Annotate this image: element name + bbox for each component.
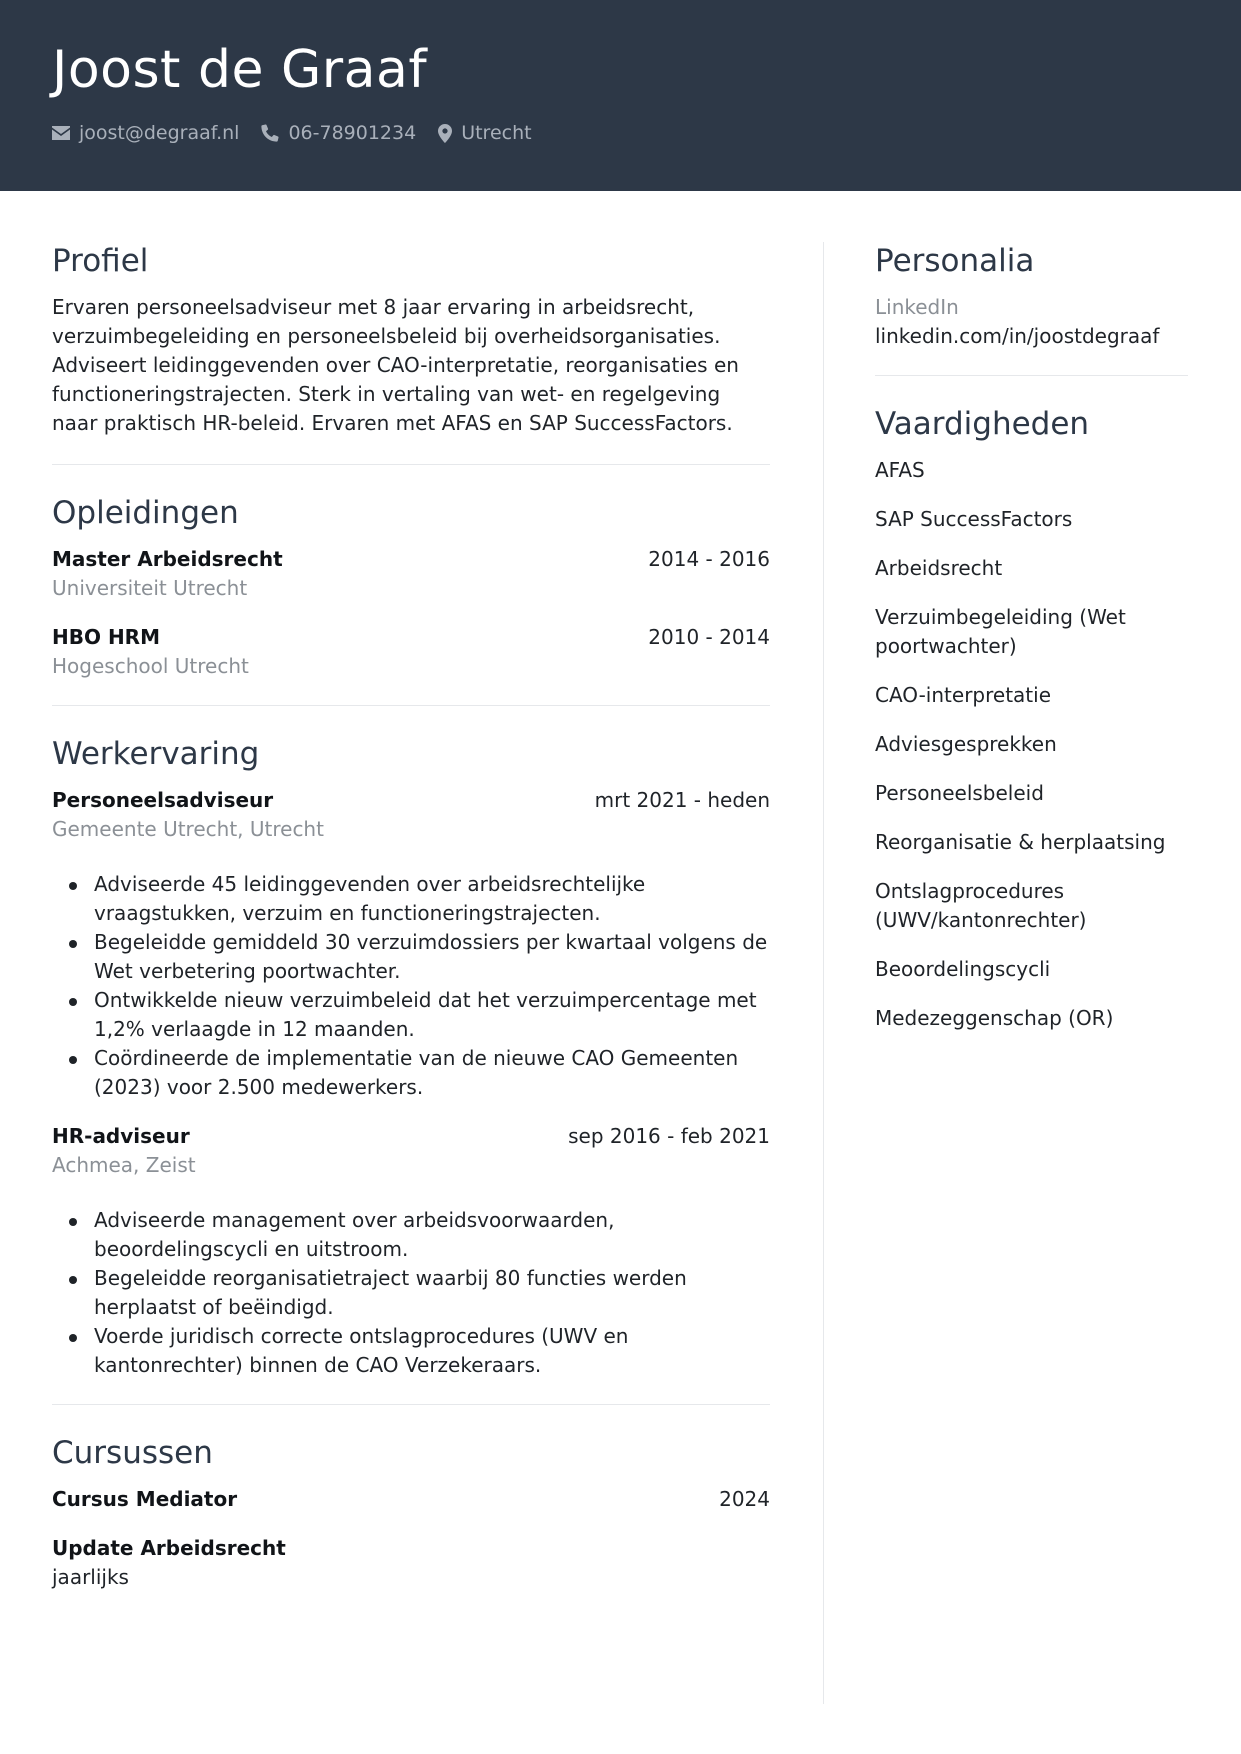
skill-item: Beoordelingscycli (875, 957, 1051, 981)
education-degree: Master Arbeidsrecht (52, 547, 283, 571)
header-band (0, 0, 1241, 191)
job-entry (52, 786, 770, 1102)
linkedin-link[interactable]: linkedin.com/in/joostdegraaf (875, 324, 1160, 348)
contact-row (52, 122, 554, 144)
job-employer: Achmea, Zeist (52, 1153, 196, 1177)
course-name: Update Arbeidsrecht (52, 1536, 286, 1560)
job-entry (52, 1122, 770, 1380)
skills-heading: Vaardigheden (875, 406, 1090, 442)
job-period: mrt 2021 - heden (594, 788, 770, 812)
course-note: jaarlijks (52, 1565, 129, 1589)
location-text: Utrecht (461, 122, 532, 144)
personal-section (875, 237, 1188, 351)
education-school: Universiteit Utrecht (52, 576, 248, 600)
candidate-name: Joost de Graaf (52, 40, 428, 100)
skill-item: SAP SuccessFactors (875, 507, 1073, 531)
linkedin-label: LinkedIn (875, 295, 959, 319)
skill-item: Medezeggenschap (OR) (875, 1006, 1114, 1030)
education-entry (52, 545, 770, 603)
job-bullet: Ontwikkelde nieuw verzuimbeleid dat het verzuimpercentage met 1,2% verlaagde in 12 maanden. (52, 986, 770, 1044)
profile-section (52, 237, 770, 438)
job-employer: Gemeente Utrecht, Utrecht (52, 817, 324, 841)
job-bullet: Begeleidde gemiddeld 30 verzuimdossiers per kwartaal volgens de Wet verbetering poortwachter. (52, 928, 770, 986)
contact-phone[interactable] (261, 122, 416, 144)
skill-item: CAO-interpretatie (875, 683, 1051, 707)
job-role: Personeelsadviseur (52, 788, 274, 812)
job-role: HR-adviseur (52, 1124, 190, 1148)
column-divider (823, 242, 824, 1704)
job-bullets (52, 870, 770, 1102)
skill-item: Personeelsbeleid (875, 781, 1044, 805)
job-bullet: Coördineerde de implementatie van de nieuwe CAO Gemeenten (2023) voor 2.500 medewerkers. (52, 1044, 770, 1102)
section-divider (52, 705, 770, 706)
skill-item: Reorganisatie & herplaatsing (875, 830, 1166, 854)
map-pin-icon (438, 124, 452, 143)
contact-email[interactable] (52, 122, 239, 144)
profile-heading: Profiel (52, 243, 149, 279)
email-text: joost@degraaf.nl (79, 122, 240, 144)
education-degree: HBO HRM (52, 625, 160, 649)
courses-heading: Cursussen (52, 1435, 213, 1471)
courses-section (52, 1429, 770, 1592)
skill-item: Ontslagprocedures (UWV/kantonrechter) (875, 879, 1087, 932)
skill-item: Adviesgesprekken (875, 732, 1057, 756)
skills-section (875, 400, 1188, 1033)
phone-text: 06-78901234 (288, 122, 417, 144)
education-period: 2014 - 2016 (648, 547, 770, 571)
section-divider (52, 1404, 770, 1405)
job-bullet: Voerde juridisch correcte ontslagprocedures (UWV en kantonrechter) binnen de CAO Verzekeraars. (52, 1322, 770, 1380)
course-entry (52, 1534, 770, 1592)
phone-icon (261, 124, 279, 142)
experience-section (52, 730, 770, 1380)
course-name: Cursus Mediator (52, 1487, 238, 1511)
job-bullet: Adviseerde management over arbeidsvoorwaarden, beoordelingscycli en uitstroom. (52, 1206, 770, 1264)
job-bullets (52, 1206, 770, 1380)
job-bullet: Adviseerde 45 leidinggevenden over arbeidsrechtelijke vraagstukken, verzuim en functioneringstrajecten. (52, 870, 770, 928)
envelope-icon (52, 126, 70, 140)
profile-text: Ervaren personeelsadviseur met 8 jaar ervaring in arbeidsrecht, verzuimbegeleiding en personeelsbeleid bij overheidsorganisaties. Adviseert leidinggevenden over CAO-interpretatie, reorganisaties en functioneringstrajecten. Sterk in vertaling van wet- en regelgeving naar praktisch HR-beleid. Ervaren met AFAS en SAP SuccessFactors. (52, 295, 739, 435)
personal-heading: Personalia (875, 243, 1035, 279)
section-divider (875, 375, 1188, 376)
skill-item: Arbeidsrecht (875, 556, 1003, 580)
course-year: 2024 (719, 1487, 770, 1511)
section-divider (52, 464, 770, 465)
job-bullet: Begeleidde reorganisatietraject waarbij 80 functies werden herplaatst of beëindigd. (52, 1264, 770, 1322)
skill-item: AFAS (875, 458, 925, 482)
experience-heading: Werkervaring (52, 736, 260, 772)
education-period: 2010 - 2014 (648, 625, 770, 649)
contact-location (438, 122, 531, 144)
education-school: Hogeschool Utrecht (52, 654, 249, 678)
education-heading: Opleidingen (52, 495, 239, 531)
education-section (52, 489, 770, 681)
main-column (52, 237, 770, 1592)
education-entry (52, 623, 770, 681)
job-period: sep 2016 - feb 2021 (568, 1124, 770, 1148)
course-entry (52, 1485, 770, 1514)
skill-item: Verzuimbegeleiding (Wet poortwachter) (875, 605, 1126, 658)
side-column (875, 237, 1188, 1053)
